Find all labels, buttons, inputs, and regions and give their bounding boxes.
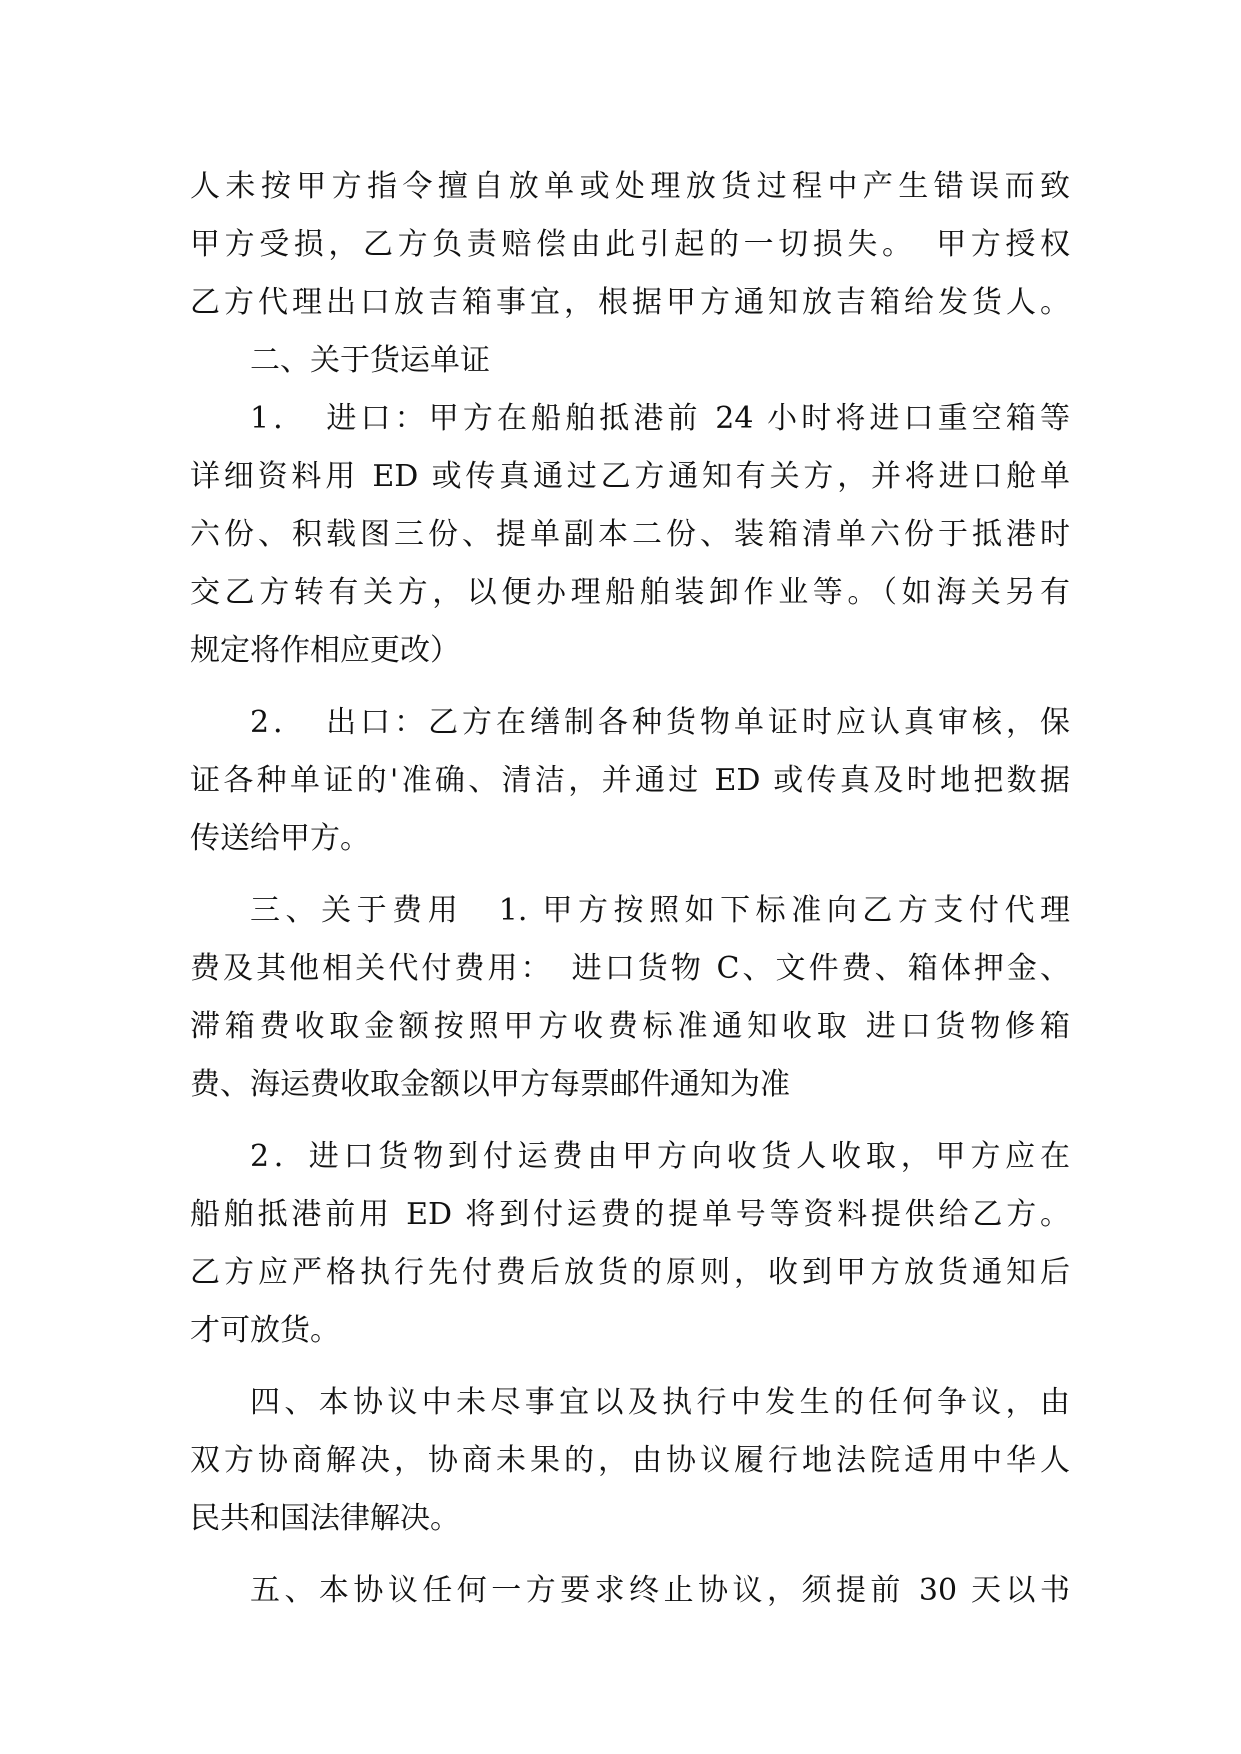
paragraph-first-line: 2． 出口：乙方在缮制各种货物单证时应认真审核，保 <box>250 705 1070 740</box>
paragraph-first-line: 2．进口货物到付运费由甲方向收货人收取，甲方应在 <box>250 1139 1070 1174</box>
paragraph-line: 人未按甲方指令擅自放单或处理放货过程中产生错误而致 <box>190 169 1070 204</box>
document-body <box>190 158 1070 1620</box>
paragraph-line: 规定将作相应更改） <box>190 633 460 668</box>
paragraph-line: 双方协商解决，协商未果的，由协议履行地法院适用中华人 <box>190 1443 1070 1478</box>
paragraph-line: 乙方应严格执行先付费后放货的原则，收到甲方放货通知后 <box>190 1255 1070 1290</box>
paragraph-line: 乙方代理出口放吉箱事宜，根据甲方通知放吉箱给发货人。 <box>190 285 1070 320</box>
paragraph-line: 六份、积载图三份、提单副本二份、装箱清单六份于抵港时 <box>190 517 1070 552</box>
paragraph-line: 船舶抵港前用 ED 将到付运费的提单号等资料提供给乙方。 <box>190 1197 1070 1232</box>
paragraph-first-line: 1． 进口：甲方在船舶抵港前 24 小时将进口重空箱等 <box>250 401 1070 436</box>
paragraph-line: 证各种单证的'准确、清洁，并通过 ED 或传真及时地把数据 <box>190 763 1070 798</box>
paragraph-line: 滞箱费收取金额按照甲方收费标准通知收取 进口货物修箱 <box>190 1009 1070 1044</box>
paragraph-line: 费、海运费收取金额以甲方每票邮件通知为准 <box>190 1067 790 1102</box>
paragraph-first-line: 二、关于货运单证 <box>250 343 490 378</box>
paragraph-first-line: 四、本协议中未尽事宜以及执行中发生的任何争议，由 <box>250 1385 1070 1420</box>
paragraph-line: 传送给甲方。 <box>190 821 370 856</box>
paragraph-line: 甲方受损，乙方负责赔偿由此引起的一切损失。 甲方授权 <box>190 227 1070 262</box>
paragraph-first-line: 三、关于费用 1. 甲方按照如下标准向乙方支付代理 <box>250 893 1070 928</box>
paragraph-first-line: 五、本协议任何一方要求终止协议，须提前 30 天以书 <box>250 1573 1070 1608</box>
paragraph-line: 民共和国法律解决。 <box>190 1501 460 1536</box>
paragraph-line: 交乙方转有关方，以便办理船舶装卸作业等。（如海关另有 <box>190 575 1070 610</box>
paragraph-line: 详细资料用 ED 或传真通过乙方通知有关方，并将进口舱单 <box>190 459 1070 494</box>
paragraph-line: 才可放货。 <box>190 1313 340 1348</box>
paragraph-line: 费及其他相关代付费用： 进口货物 C、文件费、箱体押金、 <box>190 951 1070 986</box>
